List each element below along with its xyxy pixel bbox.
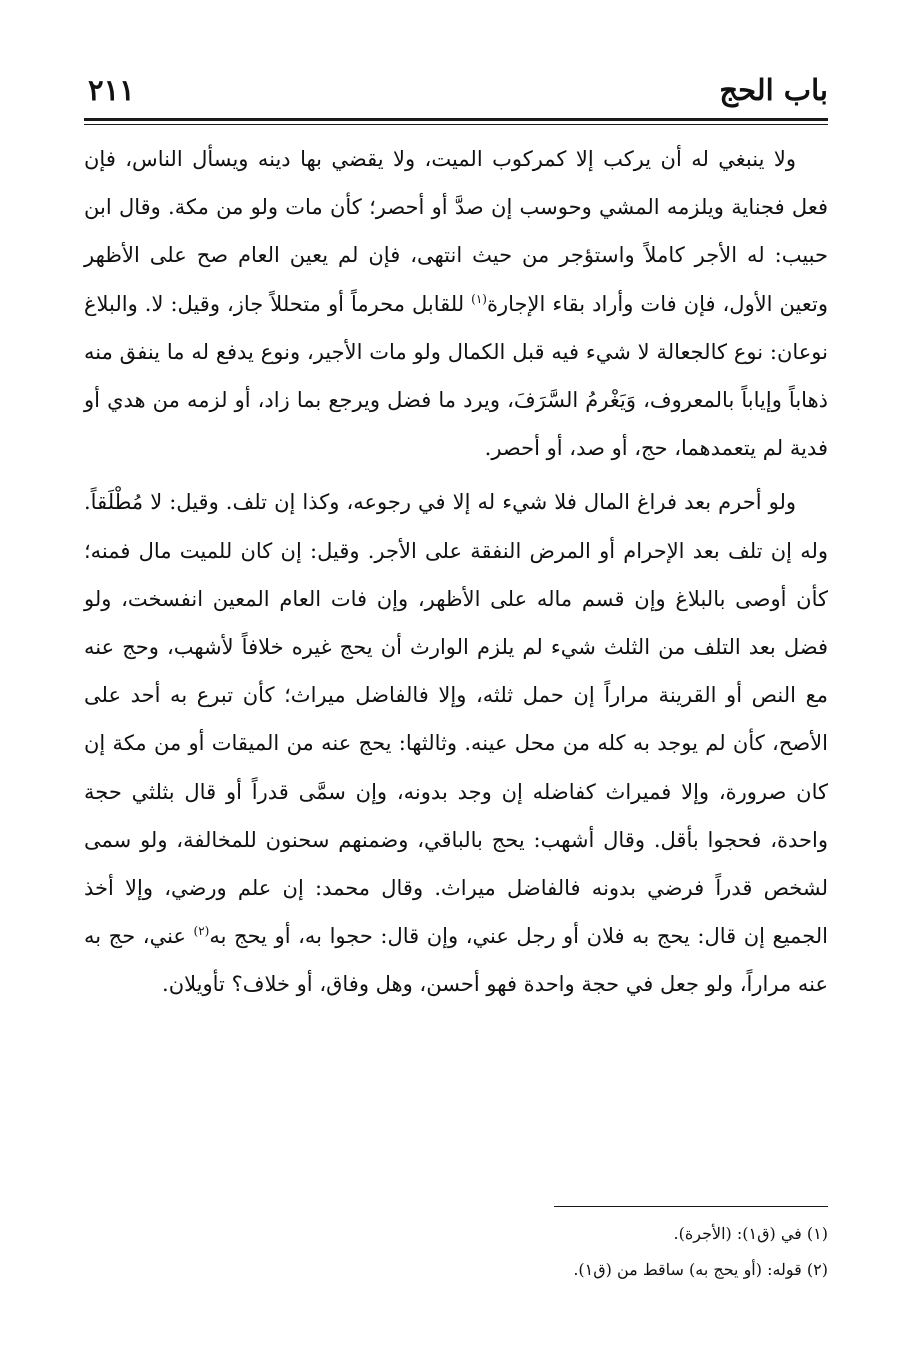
paragraph-2-text-end: عني، حج به عنه مراراً، ولو جعل في حجة واحدة فهو أحسن، وهل وفاق، أو خلاف؟ تأويلان. <box>84 924 828 997</box>
running-header <box>84 66 828 116</box>
paragraph-2-text-start: ولو أحرم بعد فراغ المال فلا شيء له إلا في رجوعه، وكذا إن تلف. وقيل: لا مُطْلَقاً. وله إن تلف بعد الإحرام أو المرض النفقة على الأجر. وقيل: إن كان للميت مال فمنه؛ كأن أوصى بالبلاغ وإن قسم ماله على الأظهر، وإن فات العام المعين انفسخت، ولو فضل بعد التلف من الثلث شيء لم يلزم الوارث أن يحج غيره خلافاً لأشهب، وحج عنه مع النص أو القرينة مراراً إن حمل ثلثه، وإلا فالفاضل ميراث؛ كأن تبرع به أحد على الأصح، كأن لم يوجد به كله من محل عينه. وثالثها: يحج عنه من الميقات أو من مكة إن كان صرورة، وإلا فميراث كفاضله إن وجد بدونه، وإن سمَّى قدراً أو قال بثلثي حجة واحدة، فحجوا بأقل. وقال أشهب: يحج بالباقي، وضمنهم سحنون للمخالفة، ولو سمى لشخص قدراً فرضي بدونه فالفاضل ميراث. وقال محمد: إن علم ورضي، وإلا أخذ الجميع إن قال: يحج به فلان أو رجل عني، وإن قال: حجوا به، أو يحج به <box>84 490 828 949</box>
footnote-separator <box>554 1206 828 1207</box>
chapter-title: باب الحج <box>719 73 828 107</box>
paragraph-2 <box>84 478 828 1008</box>
header-rule-thick <box>84 118 828 121</box>
footnotes <box>84 1216 828 1288</box>
paragraph-1-text-start: ولا ينبغي له أن يركب إلا كمركوب الميت، ولا يقضي بها دينه ويسأل الناس، فإن فعل فجناية ويلزمه المشي وحوسب إن صدَّ أو أحصر؛ كأن مات ولو من مكة. وقال ابن حبيب: له الأجر كاملاً واستؤجر من حيث انتهى، فإن لم يعين العام صح على الأظهر وتعين الأول، فإن فات وأراد بقاء الإجارة <box>84 147 828 316</box>
page-number: ٢١١ <box>88 73 135 107</box>
footnote-marker-1: (١) <box>471 291 487 306</box>
footnote-2: (٢) قوله: (أو يحج به) ساقط من (ق١). <box>573 1260 828 1279</box>
footnote-1: (١) في (ق١): (الأجرة). <box>673 1224 828 1243</box>
paragraph-1-text-end: للقابل محرماً أو متحللاً جاز، وقيل: لا. والبلاغ نوعان: نوع كالجعالة لا شيء فيه قبل الكمال ولو مات الأجير، ونوع يدفع له ما ينفق منه ذهاباً وإياباً بالمعروف، وَيَغْرمُ السَّرَفَ، ويرد ما فضل ويرجع بما زاد، أو لزمه من هدي أو فدية لم يتعمدهما، حج، أو صد، أو أحصر. <box>84 291 828 461</box>
footnote-marker-2: (٢) <box>193 924 210 939</box>
main-text <box>84 135 828 1009</box>
header-rule-thin <box>84 124 828 125</box>
paragraph-1 <box>84 135 828 472</box>
